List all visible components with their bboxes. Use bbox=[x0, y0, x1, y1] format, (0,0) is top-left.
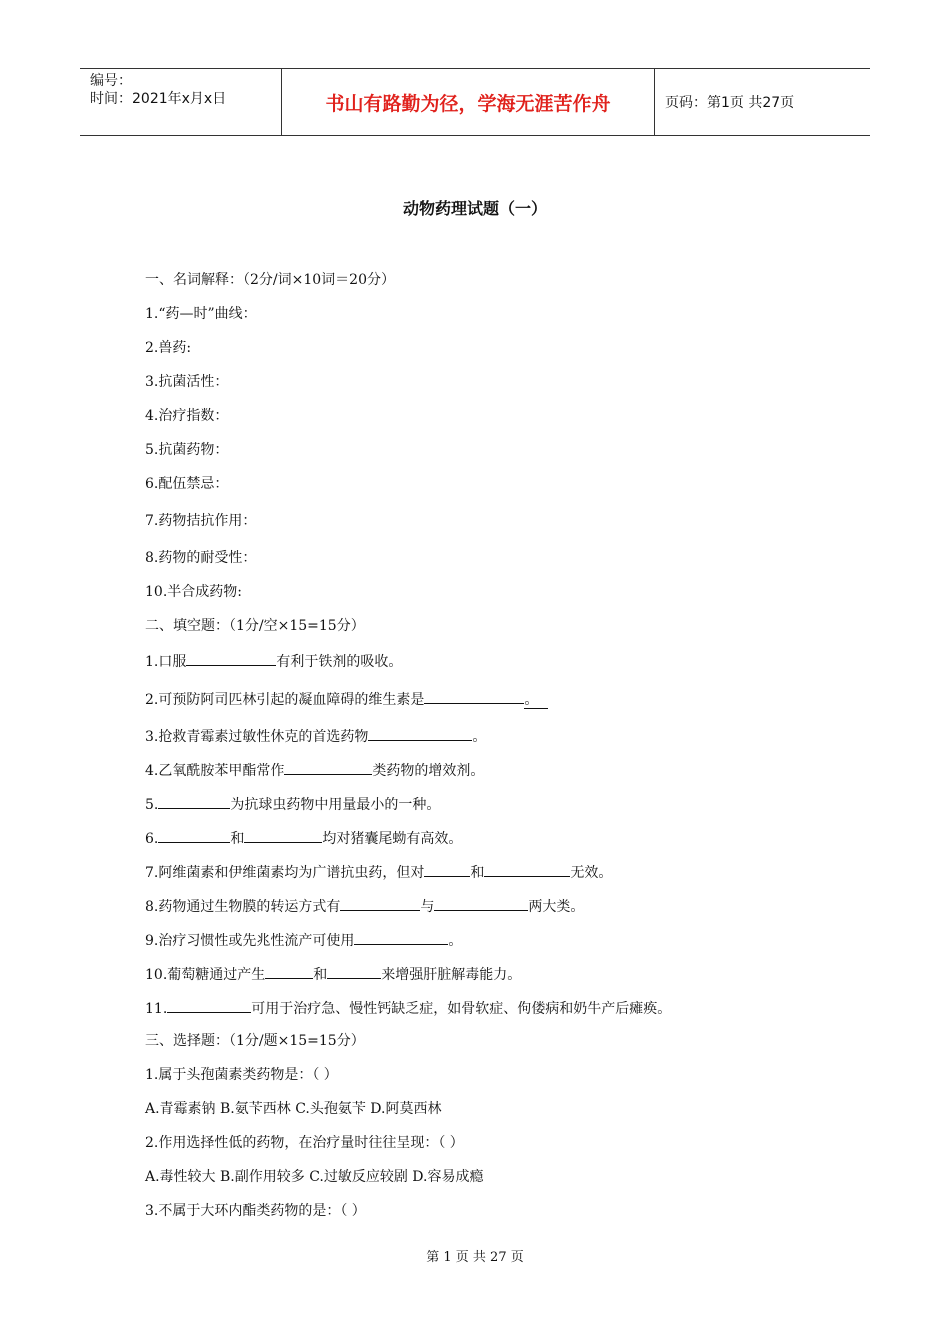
term-item-10: 10.半合成药物: bbox=[145, 584, 242, 600]
q-text: 和 bbox=[313, 967, 328, 983]
fill-question-8 bbox=[145, 895, 584, 917]
fill-question-4 bbox=[145, 759, 484, 781]
q-text: 11. bbox=[145, 1001, 168, 1017]
answer-blank[interactable] bbox=[186, 650, 276, 666]
choice-options-2: A.毒性较大 B.副作用较多 C.过敏反应较剧 D.容易成瘾 bbox=[145, 1169, 484, 1185]
choice-options-1: A.青霉素钠 B.氨苄西林 C.头孢氨苄 D.阿莫西林 bbox=[145, 1101, 442, 1117]
answer-blank[interactable] bbox=[434, 895, 528, 911]
term-item-3: 3.抗菌活性： bbox=[145, 374, 229, 390]
q-text: 10.葡萄糖通过产生 bbox=[145, 967, 266, 983]
q-text: 9.治疗习惯性或先兆性流产可使用 bbox=[145, 933, 355, 949]
term-item-8: 8.药物的耐受性： bbox=[145, 550, 257, 566]
q-text: 5. bbox=[145, 797, 159, 813]
q-text: 无效。 bbox=[570, 865, 613, 881]
q-text: 1.口服 bbox=[145, 654, 187, 670]
q-text: 2.可预防阿司匹林引起的凝血障碍的维生素是 bbox=[145, 692, 425, 708]
choice-question-2: 2.作用选择性低的药物，在治疗量时往往呈现：（ ） bbox=[145, 1135, 464, 1151]
fill-question-7 bbox=[145, 861, 612, 883]
page-footer: 第 1 页 共 27 页 bbox=[426, 1250, 524, 1265]
q-text: 可用于治疗急、慢性钙缺乏症，如骨软症、佝偻病和奶牛产后瘫痪。 bbox=[251, 1001, 672, 1017]
header-table bbox=[80, 68, 870, 136]
answer-blank[interactable] bbox=[368, 725, 472, 741]
q-text: 6. bbox=[145, 831, 159, 847]
q-text: 8.药物通过生物膜的转运方式有 bbox=[145, 899, 341, 915]
choice-question-1: 1.属于头孢菌素类药物是：（ ） bbox=[145, 1067, 338, 1083]
section1-heading: 一、名词解释：（2分/词×10词＝20分） bbox=[145, 272, 395, 288]
fill-question-6 bbox=[145, 827, 462, 849]
q-text: 均对猪囊尾蚴有高效。 bbox=[322, 831, 463, 847]
fill-question-11 bbox=[145, 997, 671, 1019]
q-text: 和 bbox=[230, 831, 245, 847]
answer-blank[interactable] bbox=[424, 861, 470, 877]
page-info: 页码：第1页 共27页 bbox=[665, 95, 795, 111]
q-text: 与 bbox=[420, 899, 435, 915]
answer-blank[interactable] bbox=[484, 861, 570, 877]
q-text: 来增强肝脏解毒能力。 bbox=[381, 967, 522, 983]
section2-heading: 二、填空题：（1分/空×15=15分） bbox=[145, 618, 365, 634]
choice-question-3: 3.不属于大环内酯类药物的是：（ ） bbox=[145, 1203, 366, 1219]
number-label: 编号： bbox=[90, 73, 132, 89]
answer-blank[interactable] bbox=[265, 963, 313, 979]
q-text: 和 bbox=[470, 865, 485, 881]
q-text: 7.阿维菌素和伊维菌素均为广谱抗虫药，但对 bbox=[145, 865, 425, 881]
term-item-4: 4.治疗指数： bbox=[145, 408, 229, 424]
q-text: 为抗球虫药物中用量最小的一种。 bbox=[230, 797, 441, 813]
q-text: 两大类。 bbox=[528, 899, 585, 915]
fill-question-1 bbox=[145, 650, 402, 672]
fill-question-2 bbox=[145, 688, 548, 710]
answer-blank[interactable] bbox=[167, 997, 251, 1013]
fill-question-9 bbox=[145, 929, 462, 951]
term-item-1: 1.“药—时”曲线： bbox=[145, 306, 257, 322]
answer-blank[interactable] bbox=[244, 827, 322, 843]
answer-blank[interactable] bbox=[158, 793, 230, 809]
fill-question-5 bbox=[145, 793, 440, 815]
q-text: 。 bbox=[448, 933, 463, 949]
answer-blank[interactable] bbox=[327, 963, 381, 979]
time-label: 时间：2021年x月x日 bbox=[90, 91, 227, 107]
q-text: 。 bbox=[472, 729, 487, 745]
term-item-6: 6.配伍禁忌： bbox=[145, 476, 229, 492]
fill-question-3 bbox=[145, 725, 486, 747]
answer-blank[interactable] bbox=[424, 688, 524, 704]
document-title: 动物药理试题（一） bbox=[402, 199, 547, 218]
answer-blank[interactable] bbox=[340, 895, 420, 911]
q-text: 4.乙氧酰胺苯甲酯常作 bbox=[145, 763, 285, 779]
term-item-5: 5.抗菌药物： bbox=[145, 442, 229, 458]
section3-heading: 三、选择题：（1分/题×15=15分） bbox=[145, 1033, 365, 1049]
term-item-7: 7.药物拮抗作用： bbox=[145, 513, 257, 529]
fill-question-10 bbox=[145, 963, 521, 985]
q-text: 类药物的增效剂。 bbox=[372, 763, 485, 779]
header-left-cell bbox=[80, 69, 282, 135]
answer-blank[interactable] bbox=[284, 759, 372, 775]
answer-blank[interactable] bbox=[354, 929, 448, 945]
q-text: 有利于铁剂的吸收。 bbox=[276, 654, 403, 670]
q-text: 。 bbox=[524, 692, 548, 709]
answer-blank[interactable] bbox=[158, 827, 230, 843]
motto: 书山有路勤为径，学海无涯苦作舟 bbox=[282, 69, 655, 135]
term-item-2: 2.兽药: bbox=[145, 340, 192, 356]
q-text: 3.抢救青霉素过敏性休克的首选药物 bbox=[145, 729, 369, 745]
